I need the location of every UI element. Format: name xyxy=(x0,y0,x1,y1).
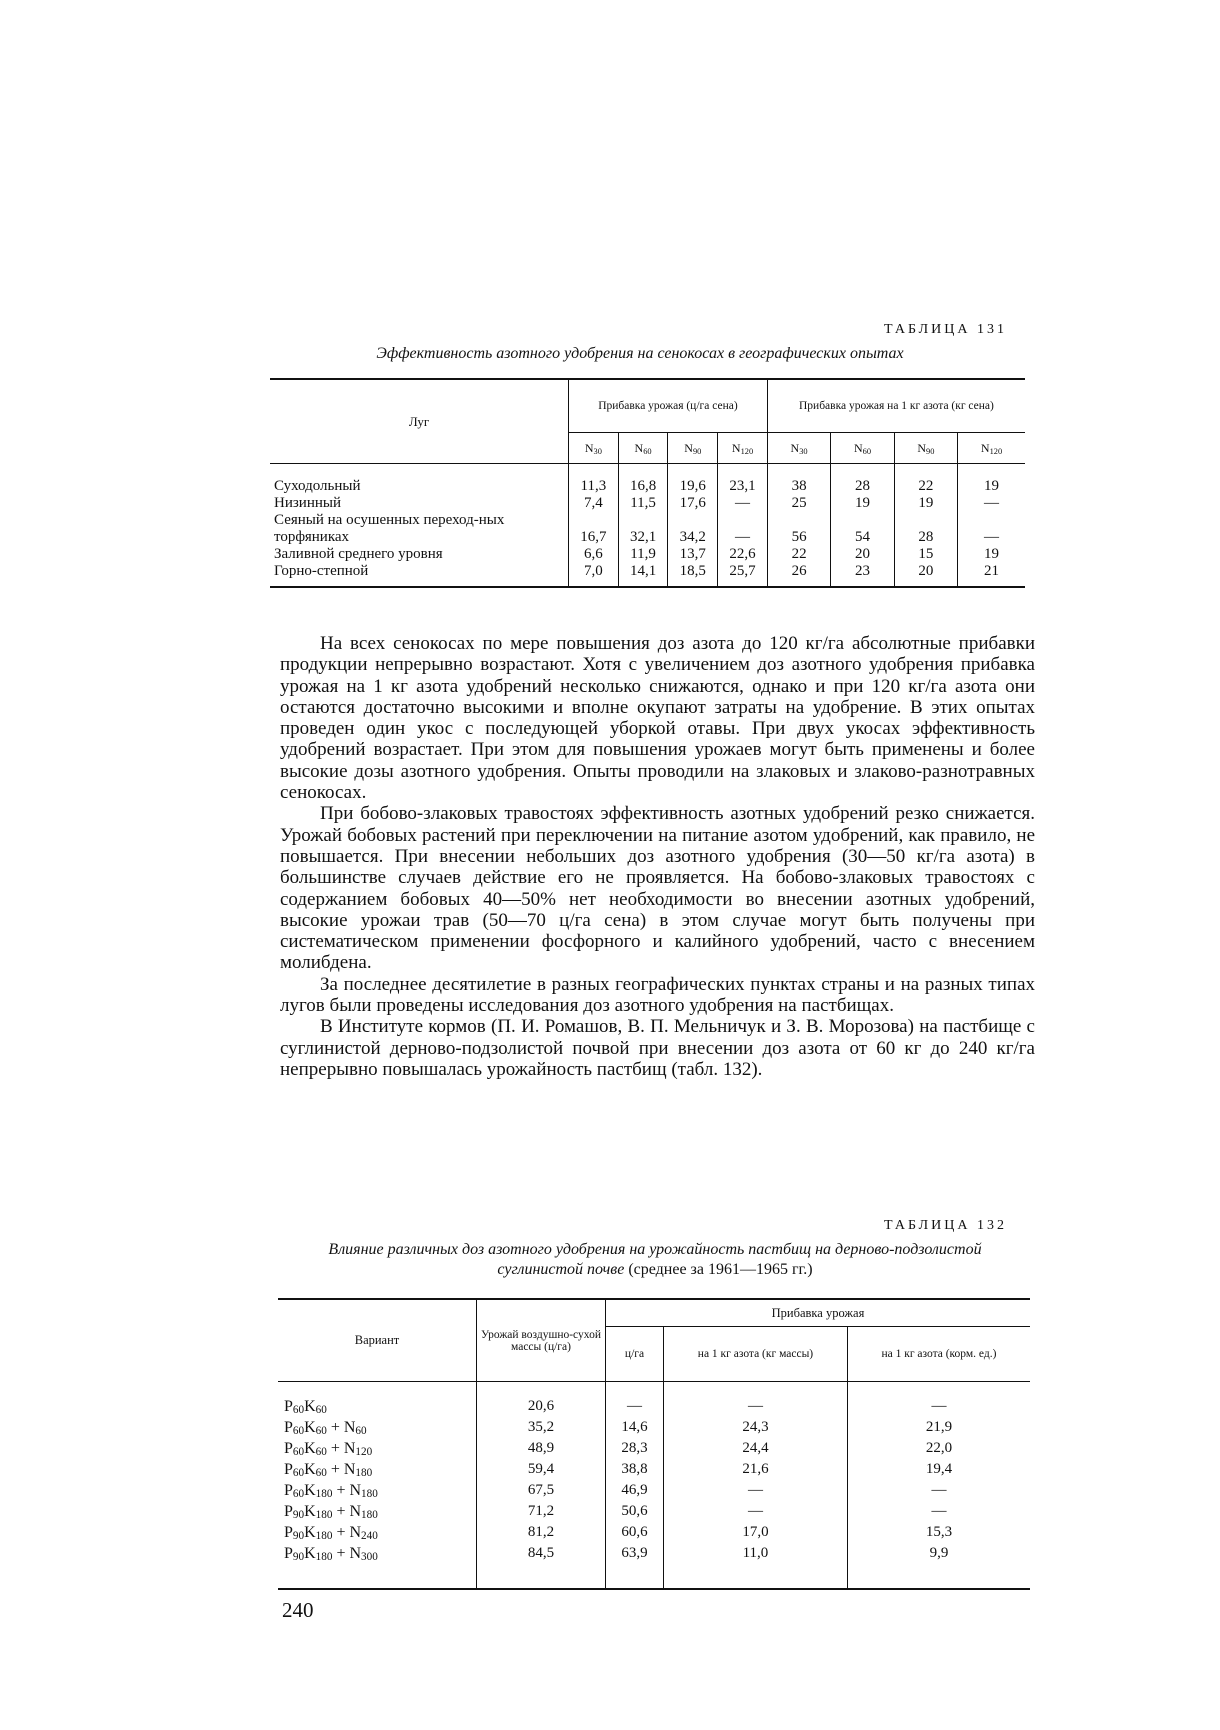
table-row xyxy=(270,478,1025,495)
table-132-title-italic: Влияние различных доз азотного удобрения на урожайность пастбищ на дерново-подзолистой суглинистой почве xyxy=(328,1241,982,1278)
cell-yield: 20,6 xyxy=(477,1398,606,1419)
table-131-label: ТАБЛИЦА 131 xyxy=(884,322,1007,337)
cell-value: 25,7 xyxy=(718,563,768,580)
table-row xyxy=(278,1482,1030,1503)
cell-value: 28 xyxy=(831,478,894,495)
paragraph: При бобово-злаковых травостоях эффективность азотных удобрений резко снижается. Урожай бобовых растений при переключении на питание азотом удобрений, как правило, не повышается. При внесении небольших доз азотного удобрения (30—50 кг/га азота) в большинстве случаев действие его не проявляется. На бобово-злаковых травостоях с содержанием бобовых 40—50% нет необходимости во внесении азотных удобрений, высокие урожаи трав (50—70 ц/га сена) в этом случае могут быть получены при систематическом применении фосфорного и калийного удобрений, часто с внесением молибдена. xyxy=(280,803,1035,974)
cell-per-feed: 15,3 xyxy=(847,1524,1030,1545)
cell-per-feed: 21,9 xyxy=(847,1419,1030,1440)
variant-name: $P_{60}K_{60}$ xyxy=(284,1398,327,1416)
col-header-cga: ц/га xyxy=(606,1327,664,1382)
cell-yield: 84,5 xyxy=(477,1545,606,1566)
table-132-title xyxy=(290,1240,1020,1280)
table-row xyxy=(278,1398,1030,1419)
cell-value: 19 xyxy=(958,546,1025,563)
cell-yield: 48,9 xyxy=(477,1440,606,1461)
cell-per-feed: 22,0 xyxy=(847,1440,1030,1461)
meadow-name: Горно-степной xyxy=(274,563,369,579)
cell-gain: 14,6 xyxy=(606,1419,664,1440)
cell-value: 22 xyxy=(894,478,957,495)
table-132-title-period: (среднее за 1961—1965 гг.) xyxy=(628,1261,813,1278)
cell-gain: 63,9 xyxy=(606,1545,664,1566)
page-number: 240 xyxy=(282,1598,314,1622)
cell-per-kg: 24,3 xyxy=(664,1419,848,1440)
body-text xyxy=(280,633,1035,1080)
cell-value: 6,6 xyxy=(569,546,619,563)
variant-name: $P_{90}K_{180} + N_{300}$ xyxy=(284,1545,378,1563)
cell-value: 32,1 xyxy=(618,512,668,546)
cell-per-kg: 21,6 xyxy=(664,1461,848,1482)
col-header-gain-group: Прибавка урожая xyxy=(606,1299,1031,1327)
cell-value: 15 xyxy=(894,546,957,563)
dose-header: $N_{30}$ xyxy=(767,433,830,464)
cell-value: — xyxy=(958,512,1025,546)
cell-per-feed: 19,4 xyxy=(847,1461,1030,1482)
cell-value: 19,6 xyxy=(668,478,718,495)
col-header-meadow: Луг xyxy=(270,379,569,464)
dose-header: $N_{60}$ xyxy=(831,433,894,464)
table-131 xyxy=(270,378,1025,588)
col-header-yield: Урожай воздушно-сухой массы (ц/га) xyxy=(477,1299,606,1382)
dose-header: $N_{60}$ xyxy=(618,433,668,464)
cell-value: 17,6 xyxy=(668,495,718,512)
cell-value: 19 xyxy=(958,478,1025,495)
cell-value: 25 xyxy=(767,495,830,512)
meadow-name: Сеяный на осушенных переход-ных торфяниках xyxy=(274,512,505,545)
variant-name: $P_{60}K_{60} + N_{180}$ xyxy=(284,1461,373,1479)
table-row xyxy=(270,495,1025,512)
cell-value: 11,9 xyxy=(618,546,668,563)
col-header-gain: Прибавка урожая (ц/га сена) xyxy=(569,379,768,433)
cell-per-kg: 11,0 xyxy=(664,1545,848,1566)
paragraph: За последнее десятилетие в разных географических пунктах страны и на разных типах лугов были проведены исследования доз азотного удобрения на пастбищах. xyxy=(280,973,1035,1017)
table-131-title: Эффективность азотного удобрения на сенокосах в географических опытах xyxy=(376,345,904,362)
table-row xyxy=(278,1503,1030,1524)
cell-per-feed: 9,9 xyxy=(847,1545,1030,1566)
col-header-per-kg-feed: на 1 кг азота (корм. ед.) xyxy=(847,1327,1030,1382)
paragraph: В Институте кормов (П. И. Ромашов, В. П. Мельничук и З. В. Морозова) на пастбище с суглинистой дерново-подзолистой почвой при внесении доз азота от 60 кг до 240 кг/га непрерывно повышалась урожайность пастбищ (табл. 132). xyxy=(280,1016,1035,1080)
cell-per-feed: — xyxy=(847,1503,1030,1524)
cell-value: 23 xyxy=(831,563,894,580)
table-row xyxy=(270,546,1025,563)
variant-name: $P_{60}K_{60} + N_{120}$ xyxy=(284,1440,373,1458)
cell-value: 21 xyxy=(958,563,1025,580)
cell-value: 13,7 xyxy=(668,546,718,563)
cell-value: 38 xyxy=(767,478,830,495)
cell-gain: 50,6 xyxy=(606,1503,664,1524)
cell-per-kg: 17,0 xyxy=(664,1524,848,1545)
cell-per-kg: 24,4 xyxy=(664,1440,848,1461)
cell-value: 56 xyxy=(767,512,830,546)
cell-gain: — xyxy=(606,1398,664,1419)
cell-yield: 81,2 xyxy=(477,1524,606,1545)
cell-value: 34,2 xyxy=(668,512,718,546)
cell-value: 14,1 xyxy=(618,563,668,580)
cell-gain: 38,8 xyxy=(606,1461,664,1482)
table-row xyxy=(278,1545,1030,1566)
cell-value: 26 xyxy=(767,563,830,580)
col-header-per-kg-mass: на 1 кг азота (кг массы) xyxy=(664,1327,848,1382)
table-132 xyxy=(278,1298,1030,1590)
variant-name: $P_{60}K_{180} + N_{180}$ xyxy=(284,1482,378,1500)
table-131-body xyxy=(270,464,1025,588)
variant-name: $P_{90}K_{180} + N_{240}$ xyxy=(284,1524,378,1542)
dose-header: $N_{120}$ xyxy=(718,433,768,464)
dose-header: $N_{90}$ xyxy=(894,433,957,464)
cell-value: 20 xyxy=(831,546,894,563)
cell-per-feed: — xyxy=(847,1482,1030,1503)
variant-name: $P_{90}K_{180} + N_{180}$ xyxy=(284,1503,378,1521)
cell-yield: 35,2 xyxy=(477,1419,606,1440)
table-132-label: ТАБЛИЦА 132 xyxy=(884,1218,1007,1233)
cell-yield: 59,4 xyxy=(477,1461,606,1482)
table-row xyxy=(278,1440,1030,1461)
cell-per-feed: — xyxy=(847,1398,1030,1419)
col-header-variant: Вариант xyxy=(278,1299,477,1382)
cell-value: — xyxy=(958,495,1025,512)
dose-header: $N_{120}$ xyxy=(958,433,1025,464)
table-row xyxy=(278,1419,1030,1440)
cell-value: — xyxy=(718,512,768,546)
cell-yield: 67,5 xyxy=(477,1482,606,1503)
cell-value: 54 xyxy=(831,512,894,546)
cell-yield: 71,2 xyxy=(477,1503,606,1524)
cell-per-kg: — xyxy=(664,1503,848,1524)
cell-value: 16,7 xyxy=(569,512,619,546)
cell-value: 22,6 xyxy=(718,546,768,563)
cell-value: 7,4 xyxy=(569,495,619,512)
meadow-name: Суходольный xyxy=(274,478,361,494)
dose-header: $N_{30}$ xyxy=(569,433,619,464)
cell-gain: 28,3 xyxy=(606,1440,664,1461)
table-row xyxy=(278,1461,1030,1482)
cell-value: 28 xyxy=(894,512,957,546)
dose-header: $N_{90}$ xyxy=(668,433,718,464)
meadow-name: Заливной среднего уровня xyxy=(274,546,443,562)
paragraph: На всех сенокосах по мере повышения доз азота до 120 кг/га абсолютные прибавки продукции непрерывно возрастают. Хотя с увеличением доз азотного удобрения прибавка урожая на 1 кг азота удобрений несколько снижаются, однако и при 120 кг/га азота они остаются достаточно высокими и вполне окупают затраты на удобрение. В этих опытах проведен один укос с последующей уборкой отавы. При двух укосах эффективность удобрений возрастает. При этом для повышения урожаев могут быть применены и более высокие дозы азотного удобрения. Опыты проводили на злаковых и злаково-разнотравных сенокосах. xyxy=(280,633,1035,804)
cell-gain: 60,6 xyxy=(606,1524,664,1545)
cell-value: 19 xyxy=(894,495,957,512)
cell-value: 19 xyxy=(831,495,894,512)
cell-value: 16,8 xyxy=(618,478,668,495)
cell-value: 11,5 xyxy=(618,495,668,512)
table-row xyxy=(270,512,1025,546)
cell-per-kg: — xyxy=(664,1398,848,1419)
cell-value: 20 xyxy=(894,563,957,580)
cell-value: 11,3 xyxy=(569,478,619,495)
cell-value: 23,1 xyxy=(718,478,768,495)
cell-gain: 46,9 xyxy=(606,1482,664,1503)
col-header-gain-per-kg: Прибавка урожая на 1 кг азота (кг сена) xyxy=(767,379,1025,433)
table-row xyxy=(278,1524,1030,1545)
meadow-name: Низинный xyxy=(274,495,341,511)
cell-value: — xyxy=(718,495,768,512)
table-row xyxy=(270,563,1025,580)
variant-name: $P_{60}K_{60} + N_{60}$ xyxy=(284,1419,367,1437)
cell-value: 22 xyxy=(767,546,830,563)
table-132-body xyxy=(278,1382,1030,1590)
cell-value: 18,5 xyxy=(668,563,718,580)
cell-value: 7,0 xyxy=(569,563,619,580)
cell-per-kg: — xyxy=(664,1482,848,1503)
